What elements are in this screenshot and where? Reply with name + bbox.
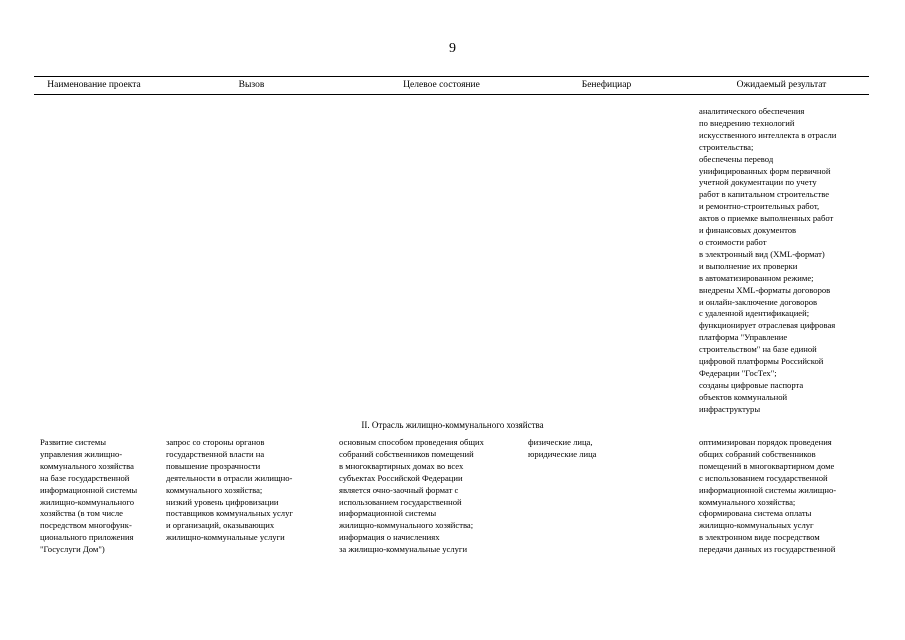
text-line: запрос со стороны органов — [166, 437, 265, 447]
text-line: коммунального хозяйства; — [166, 484, 263, 495]
text-line: низкий уровень цифровизации — [166, 496, 279, 507]
header-beneficiary: Бенефициар — [581, 80, 632, 90]
text-line: обеспечены перевод — [699, 153, 774, 164]
text-line: с удаленной идентификацией; — [699, 308, 810, 319]
text-line: управления жилищно- — [40, 448, 123, 459]
text-line: информационной системы — [40, 484, 138, 495]
row-expected-result — [699, 437, 836, 556]
text-line: повышение прозрачности — [166, 460, 261, 471]
text-line: аналитического обеспечения — [699, 106, 805, 116]
text-line: о стоимости работ — [699, 236, 767, 247]
text-line: деятельности в отрасли жилищно- — [166, 472, 293, 483]
text-line: информационной системы — [339, 508, 437, 519]
text-line: цифровой платформы Российской — [699, 356, 824, 367]
text-line: в электронный вид (XML-формат) — [699, 248, 825, 259]
text-line: Федерации "ГосТех"; — [699, 367, 777, 378]
text-line: является очно-заочный формат с — [339, 484, 459, 495]
text-line: унифицированных форм первичной — [699, 165, 831, 176]
page-number: 9 — [449, 41, 456, 56]
text-line: жилищно-коммунального — [40, 496, 135, 507]
text-line: искусственного интеллекта в отрасли — [699, 129, 837, 140]
text-line: инфраструктуры — [699, 403, 761, 414]
text-line: жилищно-коммунального хозяйства; — [339, 520, 474, 531]
text-line: в многоквартирных домах во всех — [339, 460, 464, 471]
header-expected-result: Ожидаемый результат — [736, 80, 827, 90]
text-line: созданы цифровые паспорта — [699, 379, 804, 390]
text-line: в автоматизированном режиме; — [699, 272, 814, 283]
row-challenge — [166, 437, 293, 544]
text-line: учетной документации по учету — [699, 177, 817, 188]
header-project-name: Наименование проекта — [47, 80, 141, 90]
text-line: жилищно-коммунальных услуг — [699, 520, 814, 531]
text-line: использованием государственной — [339, 496, 462, 507]
text-line: за жилищно-коммунальные услуги — [339, 544, 468, 555]
text-line: общих собраний собственников — [699, 448, 816, 459]
text-line: государственной власти на — [166, 448, 265, 459]
text-line: посредством многофунк- — [40, 520, 132, 531]
text-line: "Госуслуги Дом") — [40, 544, 105, 555]
text-line: жилищно-коммунальные услуги — [166, 532, 285, 543]
text-line: ционального приложения — [40, 532, 134, 543]
text-line: субъектах Российской Федерации — [339, 472, 463, 483]
text-line: на базе государственной — [40, 472, 130, 483]
text-line: и выполнение их проверки — [699, 260, 798, 271]
text-line: и финансовых документов — [699, 225, 797, 236]
table-header — [34, 76, 869, 95]
text-line: коммунального хозяйства; — [699, 496, 796, 507]
text-line: и ремонтно-строительных работ, — [699, 201, 820, 212]
text-line: собраний собственников помещений — [339, 448, 474, 459]
text-line: строительством" на базе единой — [699, 344, 817, 355]
text-line: функционирует отраслевая цифровая — [699, 320, 836, 331]
text-line: физические лица, — [528, 437, 593, 447]
text-line: с использованием государственной — [699, 472, 828, 483]
text-line: сформирована система оплаты — [699, 508, 812, 519]
text-line: работ в капитальном строительстве — [699, 189, 830, 200]
row-project-name — [40, 437, 137, 556]
text-line: поставщиков коммунальных услуг — [166, 508, 293, 519]
text-line: юридические лица — [528, 448, 597, 459]
text-line: Развитие системы — [40, 437, 106, 447]
text-line: оптимизирован порядок проведения — [699, 437, 832, 447]
continued-expected-result — [699, 106, 836, 416]
text-line: передачи данных из государственной — [699, 544, 836, 555]
text-line: коммунального хозяйства — [40, 460, 134, 471]
header-target-state: Целевое состояние — [403, 80, 480, 90]
text-line: платформа "Управление — [699, 332, 788, 343]
text-line: основным способом проведения общих — [339, 437, 484, 447]
text-line: и онлайн-заключение договоров — [699, 296, 818, 307]
text-line: помещений в многоквартирном доме — [699, 460, 835, 471]
row-beneficiary — [528, 437, 597, 461]
text-line: хозяйства (в том числе — [40, 508, 123, 519]
text-line: информационной системы жилищно- — [699, 484, 837, 495]
row-target-state — [339, 437, 484, 556]
text-line: информация о начислениях — [339, 532, 440, 543]
text-line: актов о приемке выполненных работ — [699, 213, 834, 224]
header-challenge: Вызов — [238, 80, 265, 90]
text-line: объектов коммунальной — [699, 391, 788, 402]
section-title: II. Отрасль жилищно-коммунального хозяйства — [361, 420, 544, 430]
text-line: внедрены XML-форматы договоров — [699, 284, 831, 295]
text-line: в электронном виде посредством — [699, 532, 820, 543]
text-line: по внедрению технологий — [699, 117, 795, 128]
text-line: строительства; — [699, 141, 754, 152]
text-line: и организаций, оказывающих — [166, 520, 275, 531]
